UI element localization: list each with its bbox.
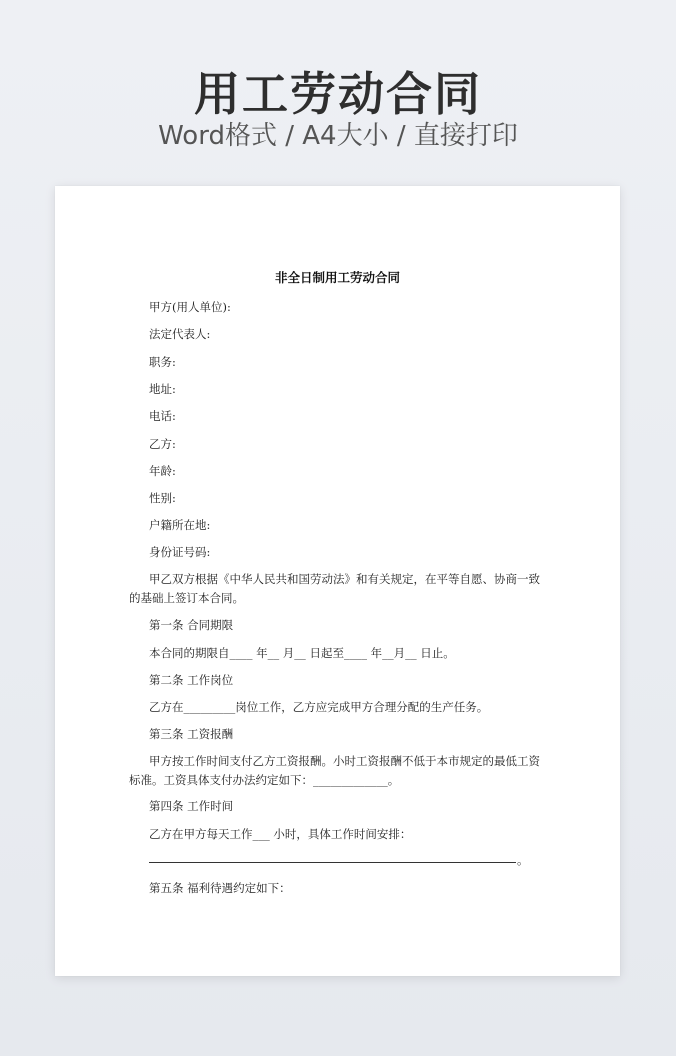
page-title: 用工劳动合同 [194, 67, 482, 121]
article-1-text: 本合同的期限自____ 年__ 月__ 日起至____ 年__月__ 日止。 [149, 646, 455, 660]
article-2-text: 乙方在_________岗位工作，乙方应完成甲方合理分配的生产任务。 [149, 700, 489, 714]
article-5-heading: 第五条 福利待遇约定如下： [149, 881, 291, 895]
article-4-heading: 第四条 工作时间 [149, 799, 234, 813]
field-age: 年龄: [149, 464, 176, 478]
article-3-text: 甲方按工作时间支付乙方工资报酬。小时工资报酬不低于本市规定的最低工资标准。工资具体支付办法约定如下：_____________。 [129, 754, 540, 787]
fill-in-line [149, 862, 516, 863]
intro-paragraph: 甲乙双方根据《中华人民共和国劳动法》和有关规定，在平等自愿、协商一致的基础上签订本合同。 [129, 572, 540, 605]
article-4-end: 。 [517, 853, 529, 867]
field-phone: 电话: [149, 409, 176, 423]
article-1-heading: 第一条 合同期限 [149, 618, 234, 632]
document-page [55, 186, 620, 976]
article-4-text: 乙方在甲方每天工作___ 小时，具体工作时间安排： [149, 827, 412, 841]
field-household: 户籍所在地: [149, 518, 211, 532]
article-3-heading: 第三条 工资报酬 [149, 727, 234, 741]
page-subtitle: Word格式 / A4大小 / 直接打印 [158, 121, 518, 151]
field-address: 地址: [149, 382, 176, 396]
field-gender: 性别: [149, 491, 176, 505]
field-legal-rep: 法定代表人: [149, 327, 211, 341]
field-position: 职务: [149, 355, 176, 369]
article-2-heading: 第二条 工作岗位 [149, 673, 234, 687]
field-id-number: 身份证号码: [149, 545, 211, 559]
document-title: 非全日制用工劳动合同 [274, 270, 400, 285]
field-party-b: 乙方: [149, 437, 176, 451]
field-party-a: 甲方(用人单位): [149, 300, 231, 314]
